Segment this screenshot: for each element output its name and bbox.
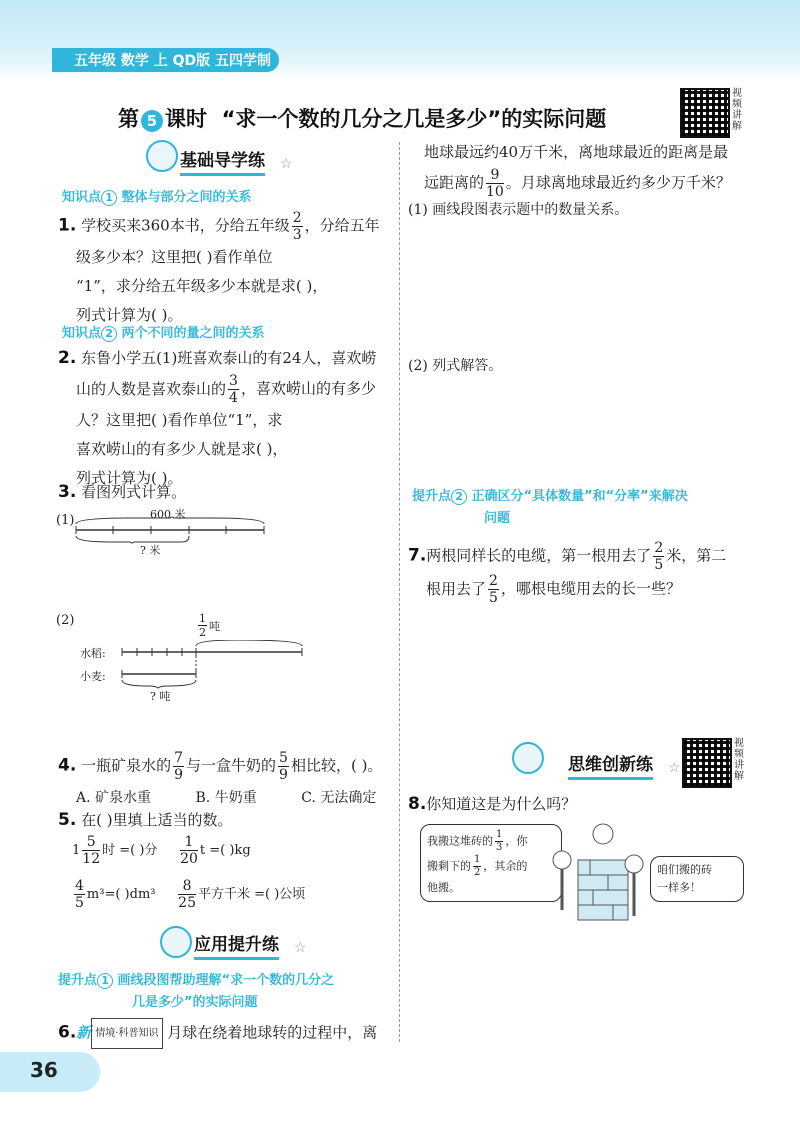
question-5: 5. 在( )里填上适当的数。	[58, 810, 233, 830]
question-6-cont: 地球最远约40万千米，离地球最近的距离是最 远距离的 $\frac{9}{10}$ 。月球离地球最近约多少万千米？	[424, 143, 731, 200]
page-number: 36	[30, 1058, 58, 1082]
qr-code-icon[interactable]	[680, 88, 730, 138]
qr-label: 视频讲解	[732, 88, 742, 132]
star-icon-2: ☆	[294, 940, 307, 956]
star-icon-3: ☆	[668, 760, 681, 776]
question-3: 3. 看图列式计算。	[58, 482, 187, 502]
column-divider	[399, 142, 400, 1042]
q5-row1: 1 $\frac{5}{12}$ 时 =( )分 $\frac{1}{20}$ t =( )kg	[72, 834, 251, 867]
q6-part2: (2) 列式解答。	[408, 358, 503, 374]
mascot-icon	[146, 140, 178, 172]
question-8: 8.你知道这是为什么吗？	[408, 794, 577, 814]
book-header: 五年级 数学 上 QD版 五四学制	[52, 48, 279, 72]
q3-part1-label: (1)	[56, 513, 75, 528]
segment-diagram-1	[72, 516, 272, 544]
knowledge-point-2: 知识点 2 两个不同的量之间的关系	[62, 326, 265, 341]
qr-label-2: 视频讲解	[734, 738, 744, 782]
improve-point-2: 提升点 2 正确区分“具体数量”和“分率”来解决 问题	[412, 489, 688, 526]
q5-row2: $\frac{4}{5}$ m³=( )dm³ $\frac{8}{25}$ 平方千米 =( )公顷	[75, 878, 306, 911]
q3-d2-wheat-label: 小麦:	[80, 670, 106, 683]
segment-diagram-2	[118, 640, 318, 700]
question-1: 1. 学校买来360本书，分给五年级 $\frac{2}{3}$ ，分给五年 级多少本？这里把( )看作单位 “1”，求分给五年级多少本就是求( )， 列式计算为( )。	[58, 210, 380, 324]
question-2: 2. 东鲁小学五(1)班喜欢泰山的有24人，喜欢崂 山的人数是喜欢泰山的 $\frac{3}{4}$ ，喜欢崂山的有多少 人？这里把( )看作单位“1”，求 喜欢崂山的有多少人就是求( )， 列式计算为( )。	[58, 348, 377, 487]
q3-d2-rice-label: 水稻:	[80, 647, 106, 660]
mascot-icon-3	[512, 742, 544, 774]
q3-d1-bottom-label: ? 米	[140, 544, 161, 557]
lesson-title	[118, 103, 606, 133]
title-main: “求一个数的几分之几是多少”的实际问题	[221, 107, 607, 131]
question-6: 6.新 情境·科普知识 月球在绕着地球转的过程中，离	[58, 1018, 398, 1049]
speech-bubble-right: 咱们搬的砖 一样多！	[650, 856, 744, 902]
section-think: 思维创新练	[568, 750, 653, 780]
mascot-icon-2	[160, 926, 192, 958]
section-apply: 应用提升练	[194, 930, 279, 960]
lesson-number: 5	[141, 110, 163, 132]
speech-bubble-left: 我搬这堆砖的 $\frac{1}{3}$ ，你 搬剩下的 $\frac{1}{2}$ ，其余的 他搬。	[420, 824, 562, 902]
improve-point-1: 提升点 1 画线段图帮助理解“求一个数的几分之 几是多少”的实际问题	[58, 973, 335, 1010]
qr-code-icon-2[interactable]	[682, 738, 732, 788]
question-7: 7.两根同样长的电缆，第一根用去了 $\frac{2}{5}$ 米，第二 根用去了 $\frac{2}{5}$ ，哪根电缆用去的长一些？	[408, 540, 727, 606]
title-prefix: 第	[118, 107, 139, 131]
q3-part2-label: (2)	[56, 613, 75, 628]
q6-part1: (1) 画线段图表示题中的数量关系。	[408, 202, 629, 218]
section-basic: 基础导学练	[180, 146, 265, 176]
q3-d2-bottom-label: ? 吨	[150, 690, 171, 703]
star-icon: ☆	[280, 156, 293, 172]
title-suffix: 课时	[165, 107, 207, 131]
q3-d1-top-label: 600 米	[150, 508, 186, 521]
brick-pile-illustration	[548, 820, 648, 930]
q3-d2-fraction: $\frac{1}{2}$ 吨	[199, 612, 220, 639]
knowledge-point-1: 知识点 1 整体与部分之间的关系	[62, 190, 252, 205]
question-4: 4. 一瓶矿泉水的 $\frac{7}{9}$ 与一盒牛奶的 $\frac{5}{9}$ 相比较，( )。 A. 矿泉水重 B. 牛奶重 C. 无法确定	[58, 750, 383, 806]
